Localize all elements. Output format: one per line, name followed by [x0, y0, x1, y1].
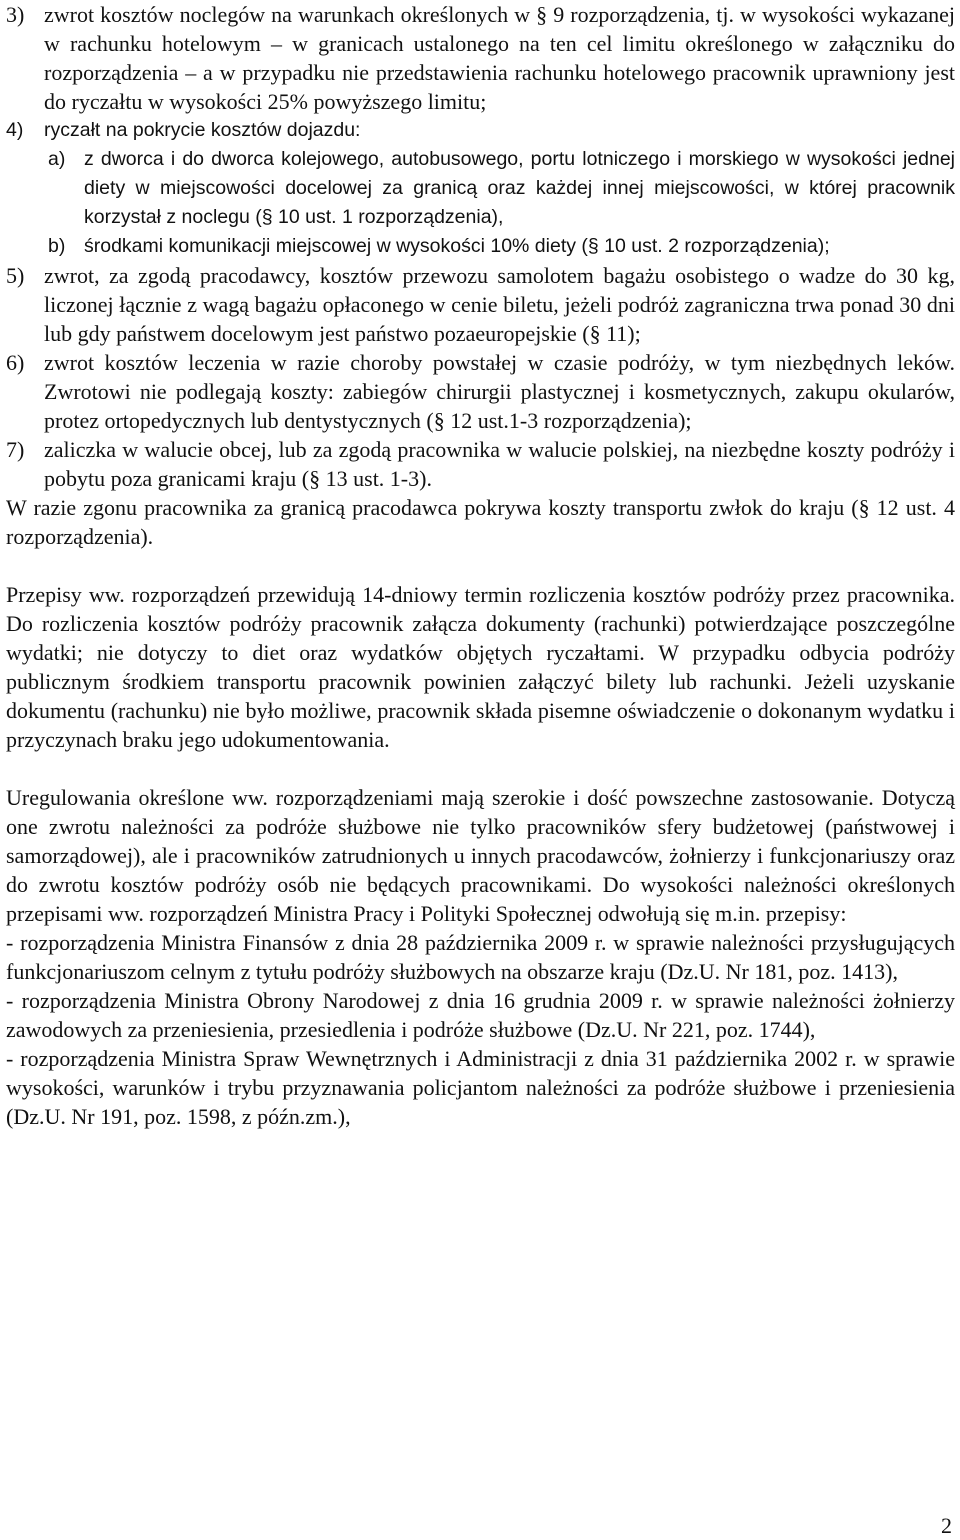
paragraph-regulation-finance: - rozporządzenia Ministra Finansów z dnia 28 października 2009 r. w sprawie należności przysługujących funkcjonariuszom celnym z tytułu podróży służbowych na obszarze kraju (Dz.U. Nr 181, poz. 1413), [6, 930, 955, 984]
list-item-4 [6, 116, 955, 145]
list-item-7 [6, 435, 955, 493]
list-subitem-b [6, 232, 955, 261]
list-item-text: zwrot, za zgodą pracodawcy, kosztów przewozu samolotem bagażu osobistego o wadze do 30 kg, liczonej łącznie z wagą bagażu opłaconego w cenie biletu, jeżeli podróż zagraniczna trwa ponad 30 dni lub gdy państwem docelowym jest państwo pozaeuropejskie (§ 11); [44, 263, 955, 346]
list-item-text: zwrot kosztów noclegów na warunkach określonych w § 9 rozporządzenia, tj. w wysokości wykazanej w rachunku hotelowym – w granicach ustalonego na ten cel limitu określonego w załączniku do rozporządzenia – a w przypadku nie przedstawienia rachunku hotelowego pracownik uprawniony jest do ryczałtu w wysokości 25% powyższego limitu; [44, 2, 955, 114]
list-number: b) [48, 235, 66, 257]
list-item-text: środkami komunikacji miejscowej w wysokości 10% diety (§ 10 ust. 2 rozporządzenia); [84, 235, 830, 257]
list-number: a) [48, 148, 66, 170]
list-item-text: zaliczka w walucie obcej, lub za zgodą pracownika w walucie polskiej, na niezbędne koszty podróży i pobytu poza granicami kraju (§ 13 ust. 1-3). [44, 437, 955, 491]
list-number: 4) [6, 119, 24, 141]
list-item-3 [6, 0, 955, 116]
paragraph-spacer [6, 754, 955, 783]
paragraph-spacer [6, 551, 955, 580]
list-item-text: z dworca i do dworca kolejowego, autobusowego, portu lotniczego i morskiego w wysokości jednej diety w miejscowości docelowej za granicą oraz każdej innej miejscowości, w której pracownik korzystał z noclegu (§ 10 ust. 1 rozporządzenia), [84, 148, 955, 228]
paragraph-settlement: Przepisy ww. rozporządzeń przewidują 14-dniowy termin rozliczenia kosztów podróży przez pracownika. Do rozliczenia kosztów podróży pracownik załącza dokumenty (rachunki) potwierdzające poszczególne wydatki; nie dotyczy to diet oraz wydatków objętych ryczałtami. W przypadku odbycia podróży publicznym środkiem transportu pracownik powinien załączyć bilety lub rachunki. Jeżeli uzyskanie dokumentu (rachunku) nie było możliwe, pracownik składa pisemne oświadczenie o dokonanym wydatku i przyczynach braku jego udokumentowania. [6, 582, 955, 752]
paragraph-scope: Uregulowania określone ww. rozporządzeniami mają szerokie i dość powszechne zastosowanie. Dotyczą one zwrotu należności za podróże służbowe nie tylko pracowników sfery budżetowej (państwowej i samorządowej), ale i pracowników zatrudnionych u innych pracodawców, żołnierzy i funkcjonariuszy oraz do zwrotu kosztów podróży osób nie będących pracownikami. Do wysokości należności określonych przepisami ww. rozporządzeń Ministra Pracy i Polityki Społecznej odwołują się m.in. przepisy: [6, 785, 955, 926]
list-number: 3) [6, 2, 25, 27]
list-item-text: ryczałt na pokrycie kosztów dojazdu: [44, 119, 361, 141]
list-item-text: zwrot kosztów leczenia w razie choroby powstałej w czasie podróży, w tym niezbędnych leków. Zwrotowi nie podlegają koszty: zabiegów chirurgii plastycznej i kosmetycznych, zakupu okularów, protez ortopedycznych lub dentystycznych (§ 12 ust.1-3 rozporządzenia); [44, 350, 955, 433]
list-number: 7) [6, 437, 25, 462]
list-number: 6) [6, 350, 25, 375]
list-number: 5) [6, 263, 25, 288]
document-page [6, 0, 955, 1131]
list-item-5 [6, 261, 955, 348]
list-item-6 [6, 348, 955, 435]
list-subitem-a [6, 145, 955, 232]
page-number: 2 [941, 1513, 952, 1538]
paragraph-regulation-interior: - rozporządzenia Ministra Spraw Wewnętrznych i Administracji z dnia 31 października 2002 r. w sprawie wysokości, warunków i trybu przyznawania policjantom należności za podróże służbowe i przeniesienia (Dz.U. Nr 191, poz. 1598, z późn.zm.), [6, 1046, 955, 1129]
paragraph-regulation-defence: - rozporządzenia Ministra Obrony Narodowej z dnia 16 grudnia 2009 r. w sprawie należności żołnierzy zawodowych za przeniesienia, przesiedlenia i podróże służbowe (Dz.U. Nr 221, poz. 1744), [6, 988, 955, 1042]
paragraph-death-transport: W razie zgonu pracownika za granicą pracodawca pokrywa koszty transportu zwłok do kraju (§ 12 ust. 4 rozporządzenia). [6, 495, 955, 549]
